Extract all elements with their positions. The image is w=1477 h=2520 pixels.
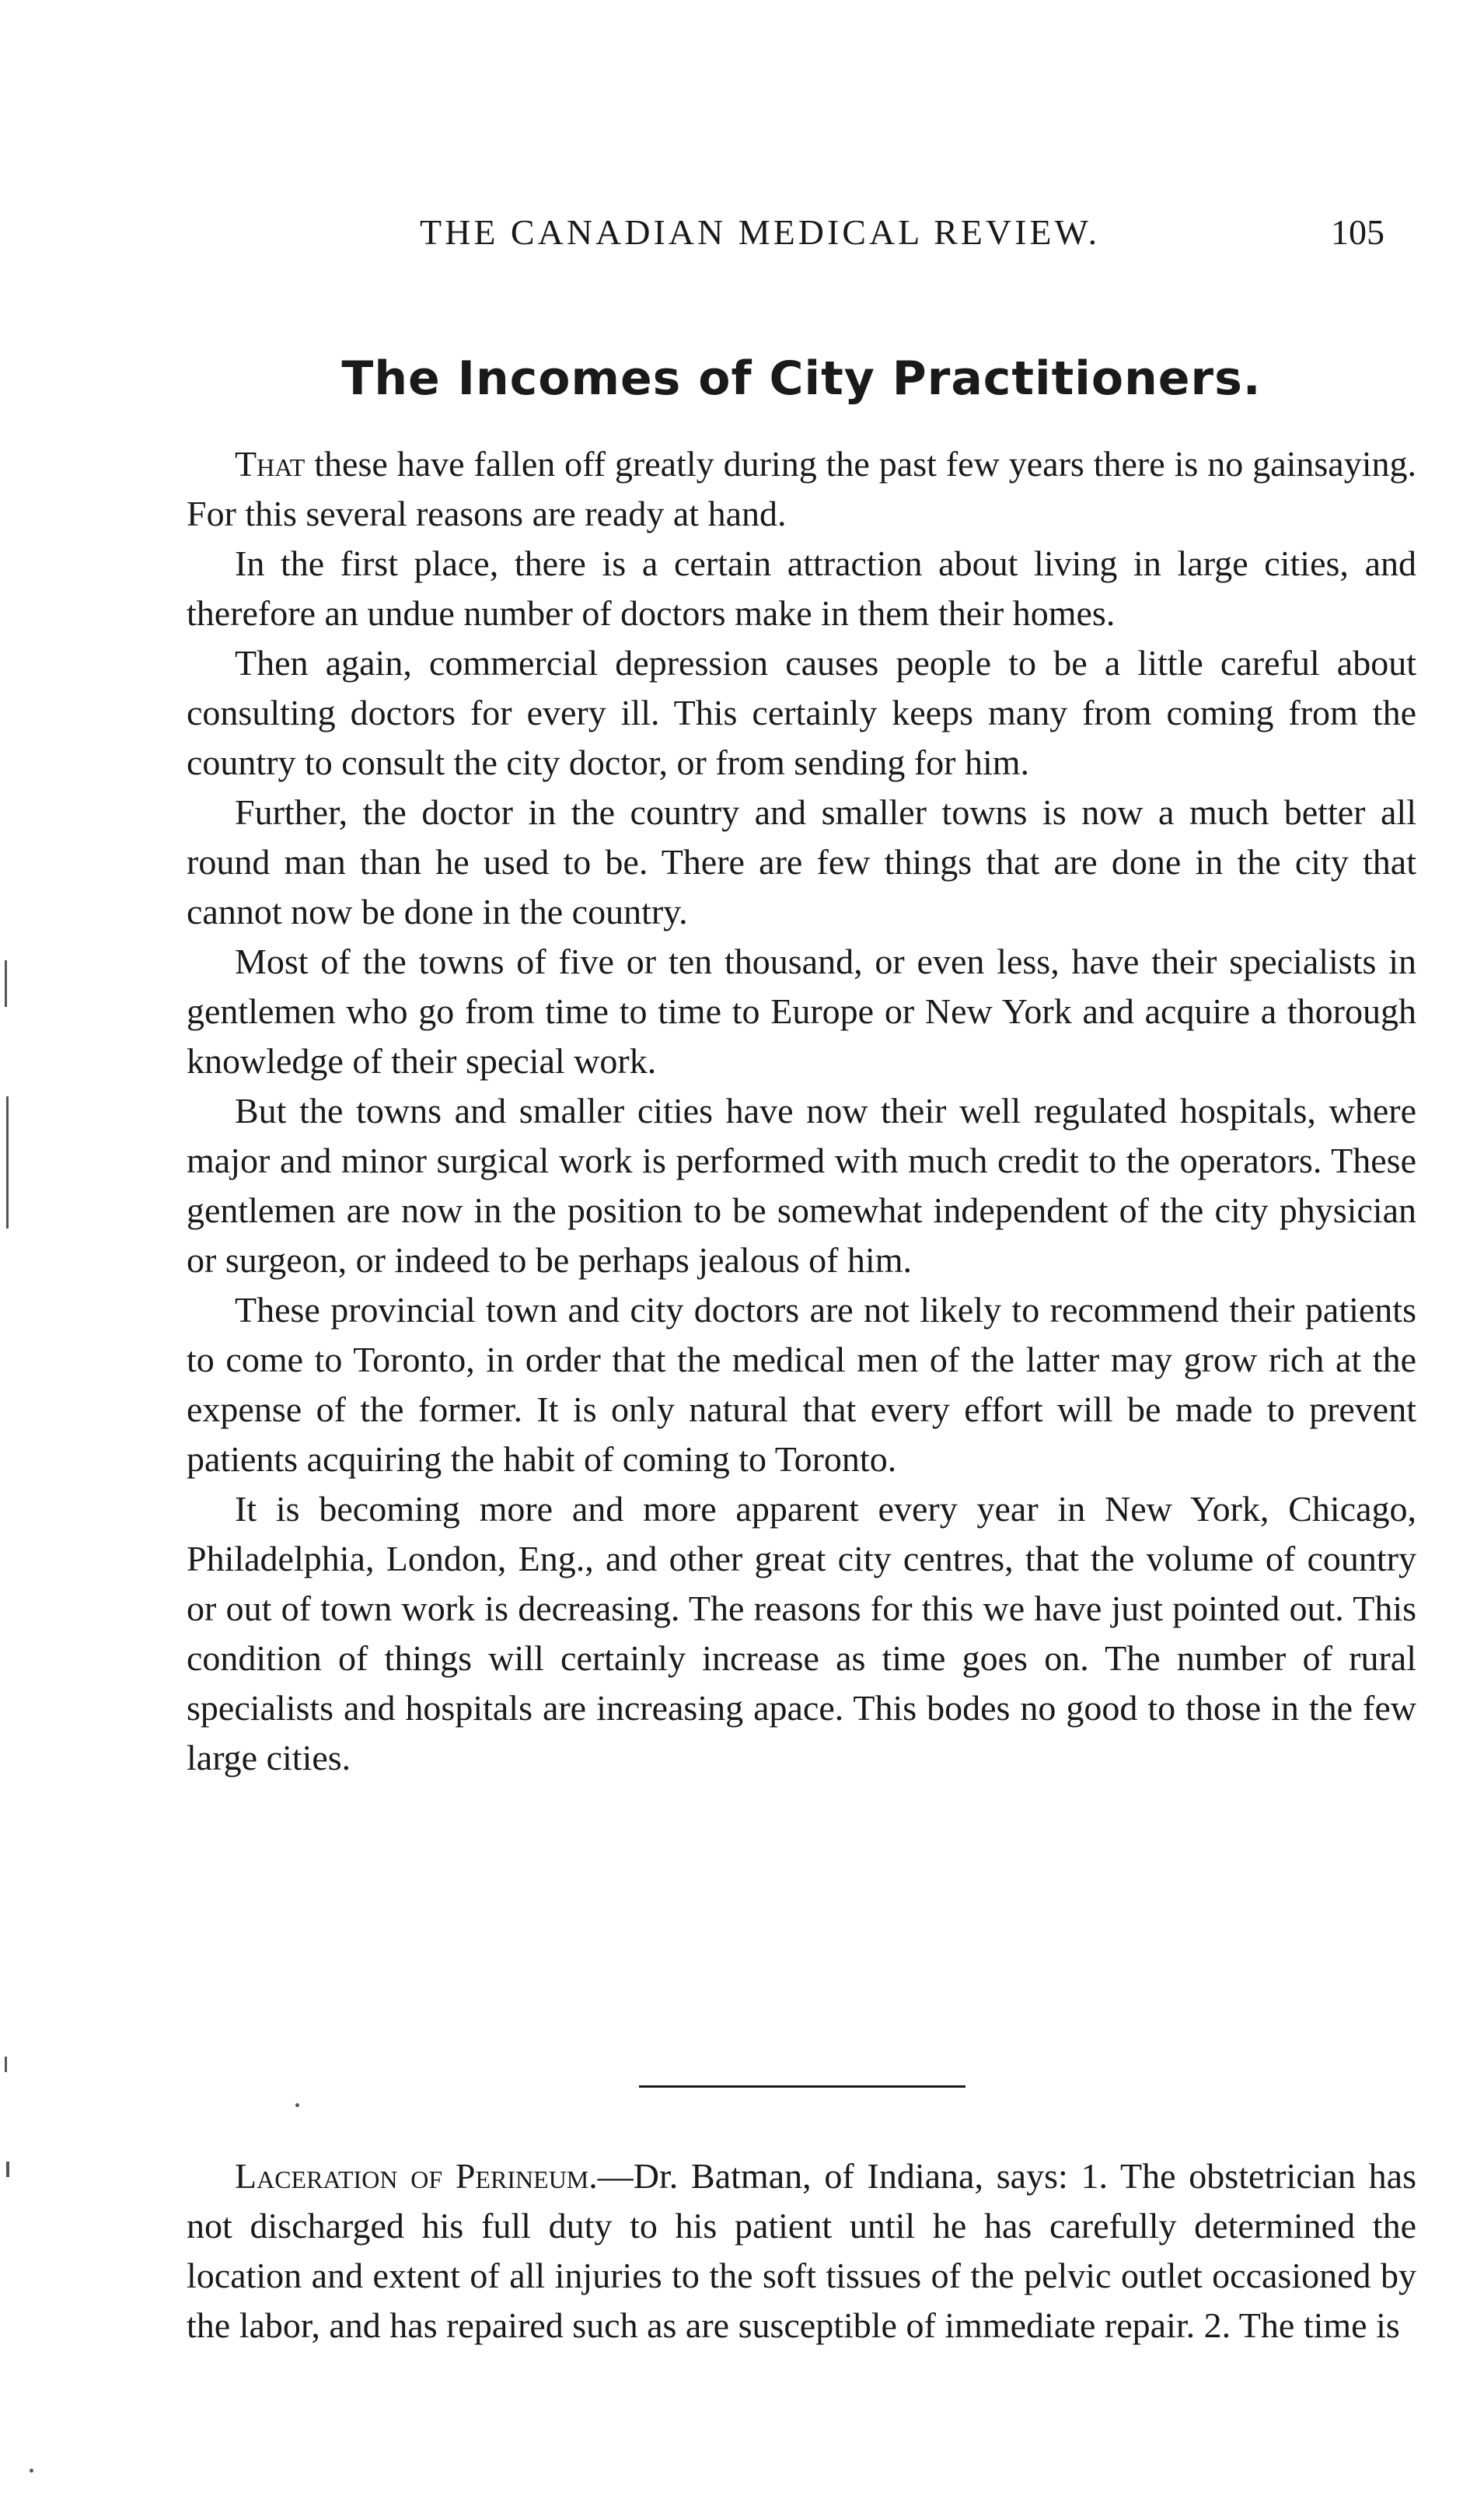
article-title: The Incomes of City Practitioners. (341, 351, 1262, 406)
page-number: 105 (1331, 212, 1384, 252)
margin-scan-dot (30, 2469, 33, 2473)
paragraph-text: —Dr. Batman, of Indiana, says: 1. The obstetrician has not discharged his full duty to his patient until he has carefully determined the location and extent of all injuries to the soft tissues of the pelvic outlet occasioned by the labor, and has repaired such as are susceptible of immediate repair. 2. The time is (187, 2156, 1416, 2345)
second-article-paragraph (187, 2151, 1416, 2350)
margin-scan-mark (6, 2162, 9, 2177)
article-paragraph (187, 1484, 1416, 1783)
article-body (187, 439, 1416, 1783)
margin-scan-mark (6, 1096, 9, 1229)
section-divider-rule (639, 2085, 965, 2088)
paragraph-text: In the first place, there is a certain attraction about living in large cities, and therefore an undue number of doctors make in them their homes. (187, 543, 1416, 633)
article-paragraph (187, 539, 1416, 638)
margin-scan-mark (5, 2057, 7, 2072)
paragraph-text: these have fallen off greatly during the past few years there is no gainsaying. For this several reasons are ready at hand. (187, 444, 1416, 533)
paragraph-text: Then again, commercial depression causes people to be a little careful about consulting doctors for every ill. This certainly keeps many from coming from the country to consult the city doctor, or from sending for him. (187, 643, 1416, 782)
article-paragraph (187, 1086, 1416, 1285)
paragraph-text: It is becoming more and more apparent every year in New York, Chicago, Philadelphia, London, Eng., and other great city centres, that the volume of country or out of town work is decreasing. The reasons for this we have just pointed out. This condition of things will certainly increase as time goes on. The number of rural specialists and hospitals are increasing apace. This bodes no good to those in the few large cities. (187, 1489, 1416, 1777)
paragraph-text: These provincial town and city doctors are not likely to recommend their patients to come to Toronto, in order that the medical men of the latter may grow rich at the expense of the former. It is only natural that every effort will be made to prevent patients acquiring the habit of coming to Toronto. (187, 1290, 1416, 1479)
article-paragraph (187, 638, 1416, 788)
article-paragraph (187, 439, 1416, 539)
paragraph-lead-smallcaps: That (235, 444, 306, 484)
article-paragraph (187, 937, 1416, 1086)
article-paragraph (187, 788, 1416, 937)
paragraph-text: Further, the doctor in the country and smaller towns is now a much better all round man than he used to be. There are few things that are done in the city that cannot now be done in the country. (187, 792, 1416, 931)
second-article-heading-smallcaps: Laceration of Perineum. (235, 2156, 598, 2196)
second-article-body (187, 2151, 1416, 2350)
paragraph-text: But the towns and smaller cities have now their well regulated hospitals, where major and minor surgical work is performed with much credit to the operators. These gentlemen are now in the position to be somewhat independent of the city physician or surgeon, or indeed to be perhaps jealous of him. (187, 1091, 1416, 1280)
margin-scan-dot (295, 2103, 299, 2107)
paragraph-text: Most of the towns of five or ten thousand, or even less, have their specialists in gentlemen who go from time to time to Europe or New York and acquire a thorough knowledge of their special work. (187, 942, 1416, 1081)
margin-scan-mark (5, 960, 7, 1007)
article-paragraph (187, 1285, 1416, 1484)
running-header-title: THE CANADIAN MEDICAL REVIEW. (420, 212, 1101, 252)
